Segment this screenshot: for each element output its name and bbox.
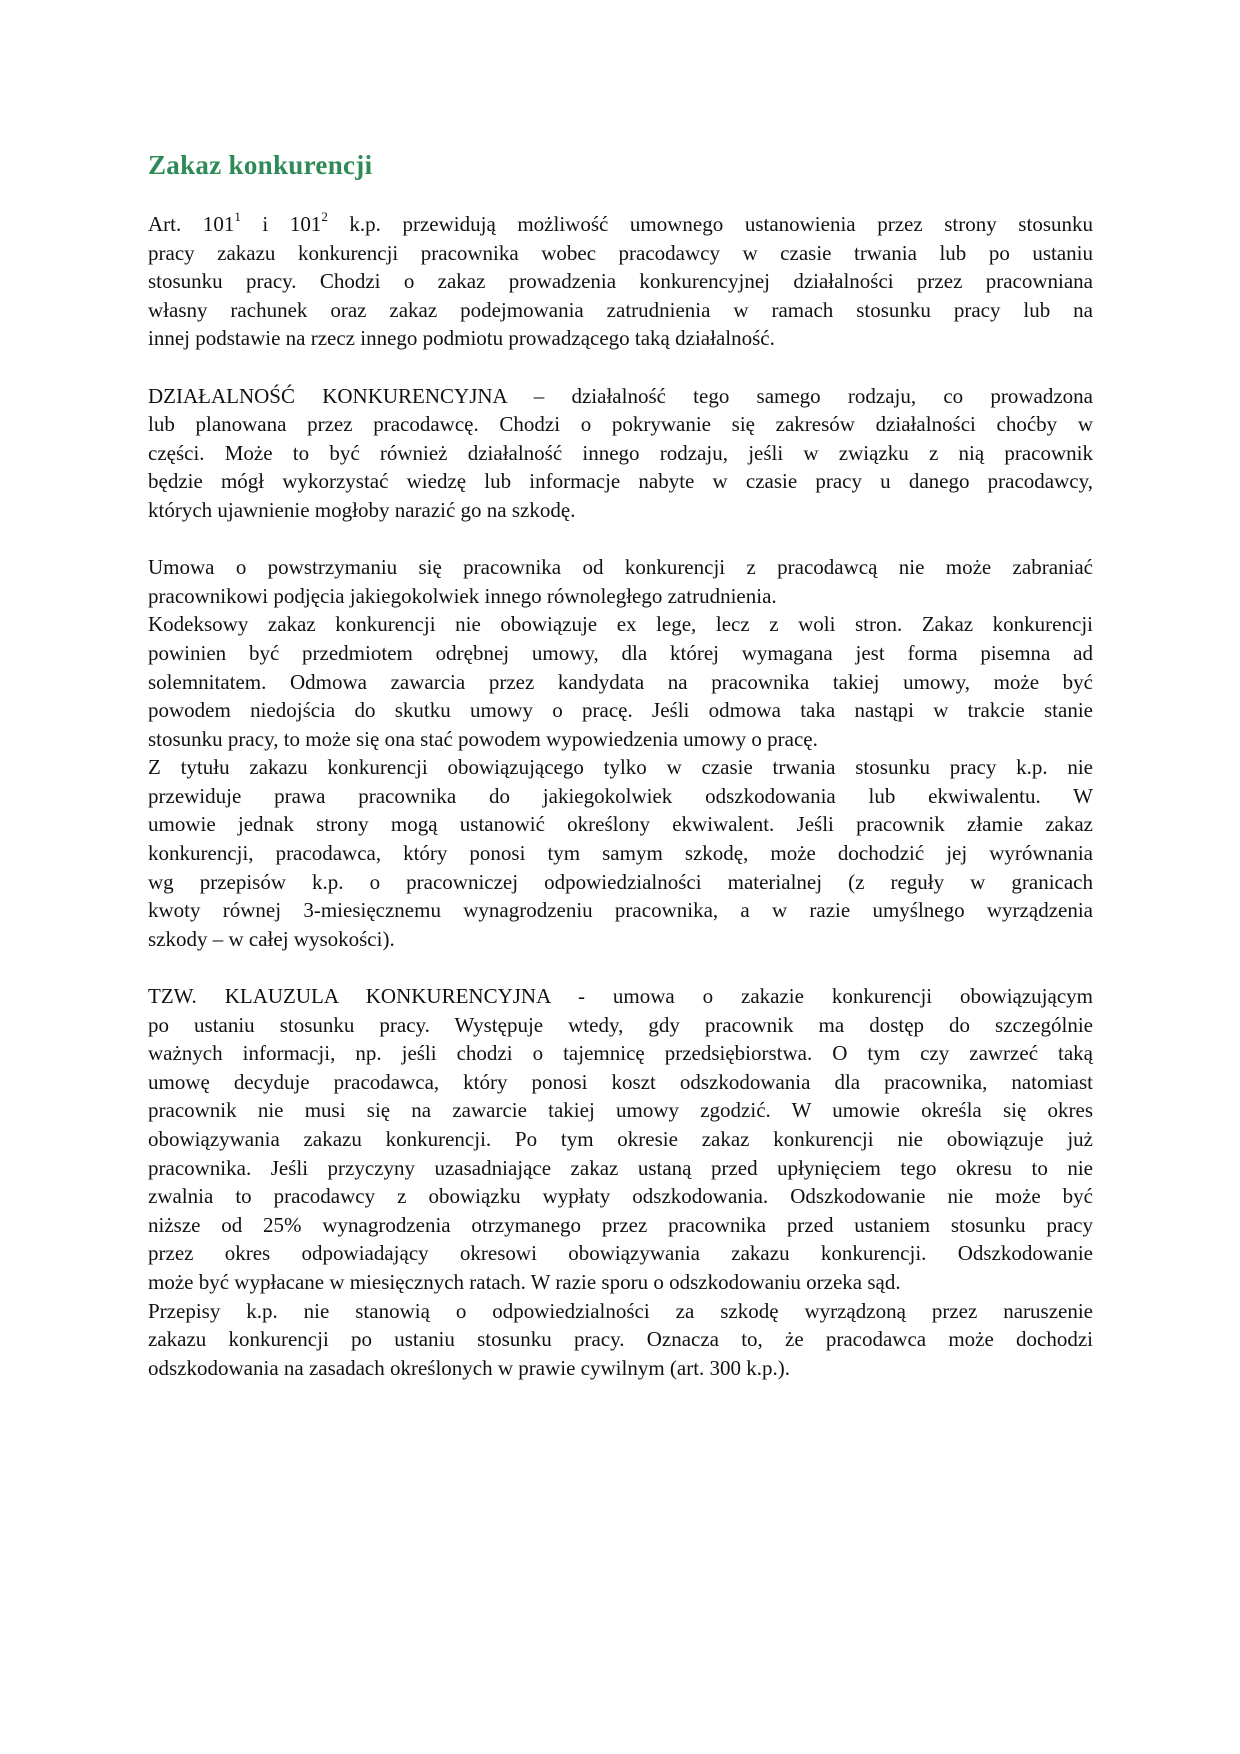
text-line: Kodeksowy zakaz konkurencji nie obowiązuje ex lege, lecz z woli stron. Zakaz konkurencji [148,612,1093,637]
text-line: powinien być przedmiotem odrębnej umowy, dla której wymagana jest forma pisemna ad [148,640,1093,665]
superscript-number: 1 [234,209,241,224]
text-line: przewiduje prawa pracownika do jakiegokolwiek odszkodowania lub ekwiwalentu. W [148,783,1093,808]
document-title: Zakaz konkurencji [148,150,373,180]
text-line: obowiązywania zakazu konkurencji. Po tym okresie zakaz konkurencji nie obowiązuje już [148,1127,1093,1151]
text-line: pracownik nie musi się na zawarcie takiej umowy zgodzić. W umowie określa się okres [148,1098,1093,1123]
text-line: TZW. KLAUZULA KONKURENCYJNA - umowa o zakazie konkurencji obowiązującym [148,984,1093,1009]
text-line: przez okres odpowiadający okresowi obowiązywania zakazu konkurencji. Odszkodowanie [148,1241,1093,1266]
text-line: może być wypłacane w miesięcznych ratach. W razie sporu o odszkodowaniu orzeka sąd. [148,1269,901,1294]
text-line: części. Może to być również działalność innego rodzaju, jeśli w związku z nią pracownik [148,440,1093,465]
paragraph-przepisy-kp [148,1297,1093,1383]
text-line: powodem niedojścia do skutku umowy o pracę. Jeśli odmowa taka nastąpi w trakcie stanie [148,698,1093,723]
text-line: kwoty równej 3-miesięcznemu wynagrodzeniu pracownika, a w razie umyślnego wyrządzenia [148,898,1093,923]
text-line: umowie jednak strony mogą ustanowić określony ekwiwalent. Jeśli pracownik złamie zakaz [148,812,1093,837]
text-line: zakazu konkurencji po ustaniu stosunku pracy. Oznacza to, że pracodawca może dochodzi [148,1327,1093,1352]
text-line: innej podstawie na rzecz innego podmiotu prowadzącego taką działalność. [148,326,775,351]
text-line [148,210,1093,239]
text-line: odszkodowania na zasadach określonych w prawie cywilnym (art. 300 k.p.). [148,1355,791,1380]
text-line: szkody – w całej wysokości). [148,926,395,951]
document-body [148,210,1093,1382]
text-line: wg przepisów k.p. o pracowniczej odpowiedzialności materialnej (z reguły w granicach [148,869,1093,894]
text-line: solemnitatem. Odmowa zawarcia przez kandydata na pracownika takiej umowy, może być [148,669,1093,694]
text-line: własny rachunek oraz zakaz podejmowania zatrudnienia w ramach stosunku pracy lub na [148,297,1093,322]
paragraph-umowa-powstrzymanie [148,553,1093,610]
text-line: pracy zakazu konkurencji pracownika wobec pracodawcy w czasie trwania lub po ustaniu [148,240,1093,265]
text-line: po ustaniu stosunku pracy. Występuje wtedy, gdy pracownik ma dostęp do szczególnie [148,1012,1093,1037]
text-line: umowę decyduje pracodawca, który ponosi koszt odszkodowania dla pracownika, natomiast [148,1069,1093,1094]
paragraph-z-tytulu [148,753,1093,953]
text-line: których ujawnienie mogłoby narazić go na szkodę. [148,497,576,522]
text-line: pracownika. Jeśli przyczyny uzasadniające zakaz ustaną przed upłynięciem tego okresu to nie [148,1155,1093,1180]
text-line-content: Art. $101^1$ i $101^2$ k.p. przewidują możliwość umownego ustanowienia przez strony stosunku [148,209,1093,236]
paragraph-dzialalnosc-konkurencyjna [148,382,1093,525]
text-line: pracownikowi podjęcia jakiegokolwiek innego równoległego zatrudnienia. [148,583,777,608]
text-line: zwalnia to pracodawcy z obowiązku wypłaty odszkodowania. Odszkodowanie nie może być [148,1184,1093,1209]
superscript-number: 2 [321,209,328,224]
text-line: Z tytułu zakazu konkurencji obowiązującego tylko w czasie trwania stosunku pracy k.p. nie [148,755,1093,780]
text-line: niższe od 25% wynagrodzenia otrzymanego przez pracownika przed ustaniem stosunku pracy [148,1212,1093,1237]
text-line: Przepisy k.p. nie stanowią o odpowiedzialności za szkodę wyrządzoną przez naruszenie [148,1298,1093,1323]
text-line: ważnych informacji, np. jeśli chodzi o tajemnicę przedsiębiorstwa. O tym czy zawrzeć taką [148,1041,1093,1066]
text-line: konkurencji, pracodawca, który ponosi tym samym szkodę, może dochodzić jej wyrównania [148,841,1093,866]
text-line: lub planowana przez pracodawcę. Chodzi o pokrywanie się zakresów działalności choćby w [148,412,1093,437]
text-line: stosunku pracy, to może się ona stać powodem wypowiedzenia umowy o pracę. [148,726,818,751]
text-line: Umowa o powstrzymaniu się pracownika od konkurencji z pracodawcą nie może zabraniać [148,555,1093,580]
paragraph-intro [148,210,1093,353]
paragraph-kodeksowy-zakaz [148,610,1093,753]
paragraph-klauzula-konkurencyjna [148,982,1093,1297]
text-line: będzie mógł wykorzystać wiedzę lub informacje nabyte w czasie pracy u danego pracodawcy, [148,469,1093,494]
text-line: stosunku pracy. Chodzi o zakaz prowadzenia konkurencyjnej działalności przez pracowniana [148,269,1093,294]
text-line: DZIAŁALNOŚĆ KONKURENCYJNA – działalność tego samego rodzaju, co prowadzona [148,383,1093,408]
